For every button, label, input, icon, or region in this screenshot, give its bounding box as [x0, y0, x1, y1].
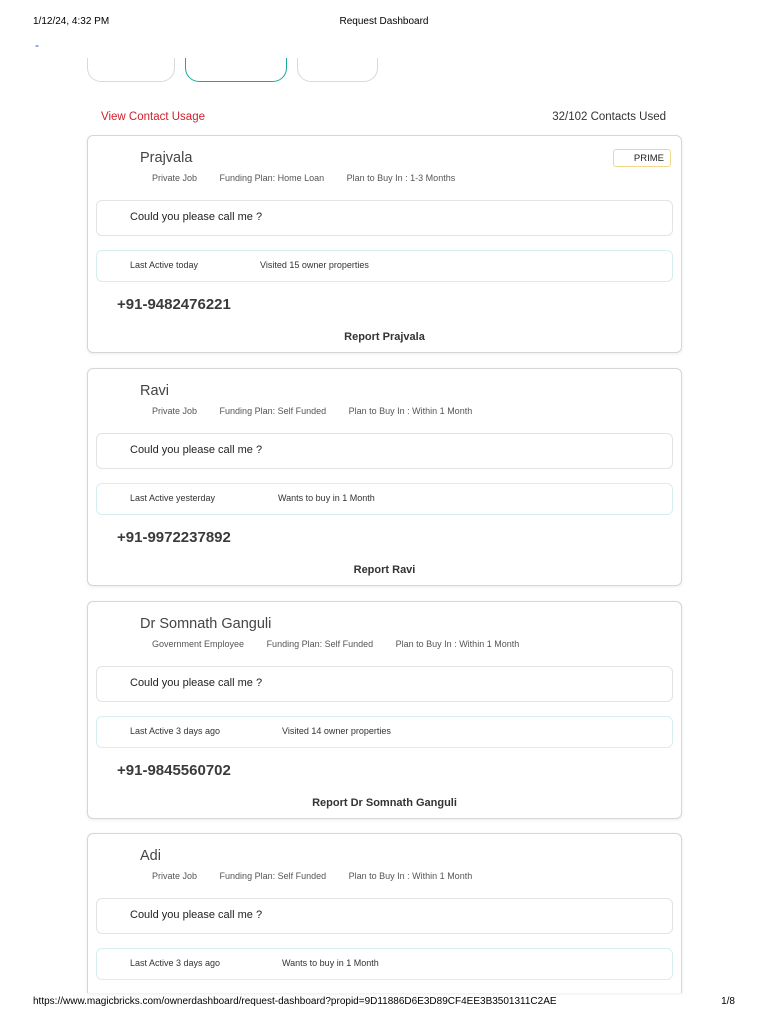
activity-box	[96, 948, 673, 980]
buy-plan: Plan to Buy In : Within 1 Month	[395, 639, 520, 649]
prime-badge: PRIME	[613, 149, 671, 167]
activity-note: Visited 15 owner properties	[260, 260, 369, 270]
request-message: Could you please call me ?	[130, 677, 263, 689]
print-page-title: Request Dashboard	[339, 16, 429, 27]
requester-name: Ravi	[140, 383, 170, 399]
report-button[interactable]: Report Prajvala	[344, 331, 425, 343]
filter-tab-3[interactable]	[297, 58, 378, 82]
requester-name: Adi	[140, 848, 161, 864]
job-type: Private Job	[152, 406, 198, 416]
funding-plan: Funding Plan: Home Loan	[219, 173, 325, 183]
contacts-used-count: 32/102 Contacts Used	[552, 111, 666, 123]
funding-plan: Funding Plan: Self Funded	[266, 639, 374, 649]
request-message: Could you please call me ?	[130, 444, 263, 456]
last-active: Last Active 3 days ago	[130, 958, 221, 968]
activity-note: Wants to buy in 1 Month	[282, 958, 379, 968]
print-header	[33, 16, 735, 30]
activity-note: Wants to buy in 1 Month	[278, 493, 375, 503]
job-type: Private Job	[152, 871, 198, 881]
print-datetime: 1/12/24, 4:32 PM	[33, 16, 110, 27]
buy-plan: Plan to Buy In : Within 1 Month	[348, 406, 473, 416]
last-active: Last Active today	[130, 260, 199, 270]
funding-plan: Funding Plan: Self Funded	[219, 406, 327, 416]
last-active: Last Active 3 days ago	[130, 726, 221, 736]
job-type: Private Job	[152, 173, 198, 183]
requester-name: Prajvala	[140, 150, 193, 166]
request-card	[87, 601, 682, 819]
request-card	[87, 368, 682, 586]
buy-plan: Plan to Buy In : Within 1 Month	[348, 871, 473, 881]
last-active: Last Active yesterday	[130, 493, 216, 503]
activity-box	[96, 716, 673, 748]
request-card	[87, 135, 682, 353]
message-box	[96, 200, 673, 236]
request-message: Could you please call me ?	[130, 211, 263, 223]
page-url: https://www.magicbricks.com/ownerdashboard/request-dashboard?propid=9D11886D6E3D89CF4EE3B3501311C2AE	[33, 996, 557, 1007]
report-button[interactable]: Report Ravi	[353, 564, 416, 576]
request-message: Could you please call me ?	[130, 909, 263, 921]
requester-meta	[152, 406, 492, 416]
request-card	[87, 833, 682, 993]
phone-number[interactable]: +91-9845560702	[117, 762, 231, 779]
page-number: 1/8	[721, 996, 735, 1007]
requester-name: Dr Somnath Ganguli	[140, 616, 272, 632]
requester-meta	[152, 639, 539, 649]
contact-usage-row	[101, 111, 666, 127]
nav-link[interactable]: -	[35, 38, 39, 52]
report-button[interactable]: Report Dr Somnath Ganguli	[312, 797, 457, 809]
funding-plan: Funding Plan: Self Funded	[219, 871, 327, 881]
print-footer	[33, 996, 735, 1010]
requester-meta	[152, 173, 475, 183]
activity-box	[96, 483, 673, 515]
message-box	[96, 898, 673, 934]
activity-note: Visited 14 owner properties	[282, 726, 391, 736]
buy-plan: Plan to Buy In : 1-3 Months	[346, 173, 456, 183]
filter-tab-1[interactable]	[87, 58, 175, 82]
message-box	[96, 433, 673, 469]
phone-number[interactable]: +91-9482476221	[117, 296, 231, 313]
requester-meta	[152, 871, 492, 881]
filter-tab-2-active[interactable]	[185, 58, 287, 82]
message-box	[96, 666, 673, 702]
phone-number[interactable]: +91-9972237892	[117, 529, 231, 546]
view-contact-usage-link[interactable]: View Contact Usage	[101, 111, 205, 123]
job-type: Government Employee	[152, 639, 245, 649]
activity-box	[96, 250, 673, 282]
